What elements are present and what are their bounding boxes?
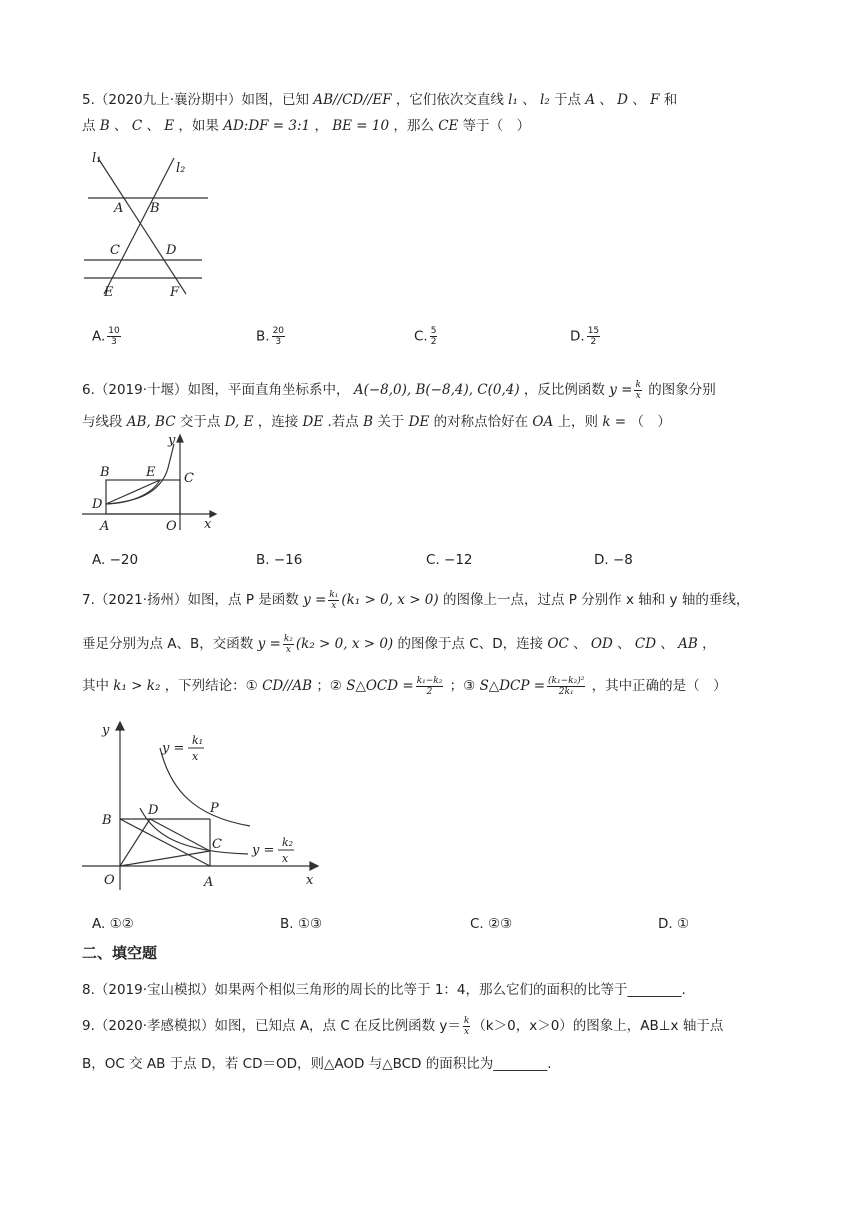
q7-text: ；② (316, 678, 342, 694)
q5-line1 (82, 88, 677, 108)
q5-text: 、 (146, 118, 160, 134)
q5-math: D (617, 92, 628, 108)
q5-text: 、 (522, 92, 536, 108)
option-fraction (272, 326, 285, 347)
q6-hyperbola (106, 444, 174, 504)
q9-text: 9.（2020·孝感模拟）如图，已知点 A，点 C 在反比例函数 y＝ (82, 1018, 461, 1034)
q7-curve1-num: k₁ (192, 734, 204, 747)
q6-math: DE (302, 414, 324, 430)
q6-line1 (82, 378, 716, 401)
frac-num: k₁ (329, 589, 339, 600)
q6-text: （ ） (630, 414, 671, 430)
option-fraction (587, 326, 600, 347)
option-label: B. (256, 328, 270, 345)
q7-label-p: P (210, 801, 219, 816)
q5-option-c[interactable] (414, 326, 439, 347)
q5-math: E (164, 118, 175, 134)
q7-label-c: C (212, 837, 222, 852)
section-heading: 二、填空题 (82, 944, 158, 962)
q7-curve-k1 (160, 748, 250, 826)
q6-math: A(−8,0), B(−8,4), C(0,4) (353, 382, 520, 398)
q6-math: y = (609, 382, 633, 398)
q6-option-b[interactable]: B. −16 (256, 552, 303, 568)
frac-num: k (635, 379, 641, 390)
q5-text: 点 (82, 118, 96, 134)
q5-math: B (99, 118, 110, 134)
q9-line2: B，OC 交 AB 于点 D，若 CD＝OD，则△AOD 与△BCD 的面积比为________. (82, 1056, 552, 1072)
q5-text: 、 (114, 118, 128, 134)
q7-math: y = (257, 636, 281, 652)
frac-den: 3 (111, 337, 117, 347)
q5-label-a: A (114, 201, 124, 216)
q5-text: ，如果 (178, 118, 219, 134)
frac-den: 2 (590, 337, 597, 347)
q7-math: (k₁ > 0, x > 0) (341, 592, 439, 608)
q7-fraction (283, 634, 294, 655)
q5-math: AB//CD//EF (313, 92, 392, 108)
q7-math: S△DCP = (479, 678, 546, 694)
q7-text: ；③ (449, 678, 476, 694)
q5-label-f: F (170, 285, 180, 300)
q5-label-l2: l₂ (176, 161, 186, 176)
q6-text: 的图象分别 (648, 382, 716, 398)
q7-segment-cd (150, 819, 210, 851)
q9-fraction (463, 1016, 470, 1037)
q5-text: ，那么 (393, 118, 434, 134)
q5-text: 和 (663, 92, 678, 108)
q5-label-b: B (150, 201, 160, 216)
frac-den: x (331, 600, 337, 611)
frac-den: 2 (430, 337, 437, 347)
q7-label-b: B (102, 813, 112, 828)
q6-option-a[interactable]: A. −20 (92, 552, 139, 568)
q6-option-d[interactable]: D. −8 (594, 552, 633, 568)
q6-math: OA (532, 414, 554, 430)
option-label: A. (92, 328, 106, 345)
q5-math: AD:DF = 3:1 (223, 118, 311, 134)
q7-text: 的图像于点 C、D，连接 (397, 636, 544, 652)
q6-y-arrow (177, 435, 183, 442)
frac-num: k (463, 1015, 470, 1026)
q7-curve2-num: k₂ (282, 836, 294, 849)
q7-x-arrow (310, 862, 318, 870)
q6-text: 与线段 (82, 414, 123, 430)
q6-label-e: E (146, 465, 156, 480)
q7-text: ， (702, 636, 716, 652)
q7-math: AB (678, 636, 698, 652)
q7-text: 其中 (82, 678, 109, 694)
q5-text: ， (314, 118, 328, 134)
frac-den: 2k₁ (558, 686, 574, 697)
q7-fraction (416, 676, 444, 697)
q6-text: 关于 (377, 414, 405, 430)
q7-text: ，下列结论：① (164, 678, 258, 694)
q7-label-o: O (104, 873, 115, 888)
q6-text: 的对称点恰好在 (433, 414, 529, 430)
q7-math: k₁ > k₂ (113, 678, 161, 694)
q5-text: ，它们依次交直线 (395, 92, 504, 108)
q6-text: ，连接 (257, 414, 299, 430)
q6-text: 交于点 (179, 414, 221, 430)
q7-curve1-den: x (192, 750, 199, 763)
q7-math: CD (634, 636, 657, 652)
q6-segment-de (106, 480, 160, 504)
q5-option-a[interactable] (92, 326, 123, 347)
q7-figure (82, 718, 322, 898)
q6-label-y: y (168, 433, 176, 448)
q7-label-d: D (148, 803, 159, 818)
q7-line2 (82, 632, 716, 655)
q6-text: .若点 (327, 414, 359, 430)
q6-label-o: O (166, 519, 177, 532)
q7-segment-od (120, 819, 150, 866)
q5-line2 (82, 114, 530, 134)
q5-text: 于点 (554, 92, 582, 108)
q5-label-e: E (104, 285, 114, 300)
q6-fraction (634, 380, 641, 401)
q7-y-arrow (116, 722, 124, 730)
q5-text: 、 (632, 92, 646, 108)
q5-math: l₁ (508, 92, 518, 108)
q5-figure (82, 150, 212, 300)
q7-fraction (547, 676, 585, 697)
q7-math: y = (303, 592, 327, 608)
q5-math: C (131, 118, 143, 134)
q7-text: 、 (573, 636, 587, 652)
q5-math: BE = 10 (332, 118, 390, 134)
q7-curve2-den: x (282, 852, 289, 865)
q7-math: S△OCD = (346, 678, 414, 694)
q5-label-l1: l₁ (92, 151, 102, 166)
q6-figure (82, 432, 232, 532)
q5-math: l₂ (540, 92, 550, 108)
q5-math: CE (438, 118, 459, 134)
q6-option-c[interactable]: C. −12 (426, 552, 473, 568)
option-label: C. (414, 328, 428, 345)
q9-text: （k＞0，x＞0）的图象上，AB⊥x 轴于点 (472, 1018, 724, 1034)
q5-option-b[interactable] (256, 326, 287, 347)
q6-math: DE (408, 414, 430, 430)
q5-text: 5.（2020九上·襄汾期中）如图，已知 (82, 92, 310, 108)
q5-option-d[interactable] (570, 326, 602, 347)
q7-text: 、 (660, 636, 674, 652)
q7-text: 的图像上一点，过点 P 分别作 x 轴和 y 轴的垂线， (442, 592, 750, 608)
q7-option-c[interactable]: C. ②③ (470, 916, 513, 932)
frac-den: x (635, 390, 641, 401)
q6-label-d: D (92, 497, 103, 512)
q7-math: OC (547, 636, 569, 652)
frac-num: 10 (108, 326, 120, 336)
q7-curve1-eq: y = (162, 741, 185, 756)
q7-fraction (328, 590, 339, 611)
q7-text: 7.（2021·扬州）如图，点 P 是函数 (82, 592, 299, 608)
q7-math: (k₂ > 0, x > 0) (295, 636, 394, 652)
q6-line2 (82, 410, 671, 430)
q5-line-l2 (104, 158, 174, 294)
frac-num: k₂ (283, 633, 293, 644)
frac-den: 2 (426, 686, 433, 697)
q5-text: 等于（ ） (462, 118, 531, 134)
q7-label-x: x (306, 873, 314, 888)
q5-math: F (650, 92, 660, 108)
option-fraction (430, 326, 438, 347)
q7-option-a[interactable]: A. ①② (92, 916, 134, 932)
q6-math: B (363, 414, 374, 430)
q7-line1 (82, 588, 749, 611)
frac-num: 15 (587, 326, 600, 336)
q7-option-d[interactable]: D. ① (658, 916, 690, 932)
q6-math: k = (602, 414, 627, 430)
q8-text: 8.（2019·宝山模拟）如果两个相似三角形的周长的比等于 1：4，那么它们的面积的比等于________. (82, 982, 686, 998)
option-label: D. (570, 328, 585, 345)
q6-label-c: C (184, 471, 194, 486)
q6-label-x: x (204, 517, 212, 532)
q6-text: ，反比例函数 (523, 382, 605, 398)
q6-rectangle (106, 480, 180, 514)
frac-num: k₁−k₂ (416, 675, 443, 686)
q7-line3 (82, 674, 727, 697)
frac-den: x (464, 1026, 470, 1037)
q6-text: 上，则 (557, 414, 599, 430)
q5-label-d: D (166, 243, 177, 258)
q7-math: OD (590, 636, 613, 652)
q7-curve2-eq: y = (252, 843, 275, 858)
frac-den: 3 (275, 337, 282, 347)
frac-num: 5 (430, 326, 437, 336)
q7-text: 垂足分别为点 A、B，交函数 (82, 636, 254, 652)
q6-math: D, E (224, 414, 254, 430)
q6-label-a: A (100, 519, 110, 532)
q6-label-b: B (100, 465, 110, 480)
q7-label-a: A (204, 875, 214, 890)
q9-line1 (82, 1014, 723, 1037)
frac-num: 20 (272, 326, 285, 336)
q5-math: A (585, 92, 596, 108)
q6-math: AB, BC (126, 414, 176, 430)
q7-math: CD//AB (262, 678, 313, 694)
q5-line-l1 (98, 158, 186, 294)
q7-label-y: y (102, 723, 110, 738)
q5-text: 、 (599, 92, 613, 108)
option-fraction (107, 326, 120, 347)
q7-option-b[interactable]: B. ①③ (280, 916, 323, 932)
q7-text: 、 (617, 636, 631, 652)
q6-text: 6.（2019·十堰）如图，平面直角坐标系中， (82, 382, 350, 398)
q7-text: ，其中正确的是（ ） (591, 678, 727, 694)
frac-num: (k₁−k₂)² (548, 675, 585, 686)
q5-label-c: C (110, 243, 120, 258)
frac-den: x (285, 644, 291, 655)
